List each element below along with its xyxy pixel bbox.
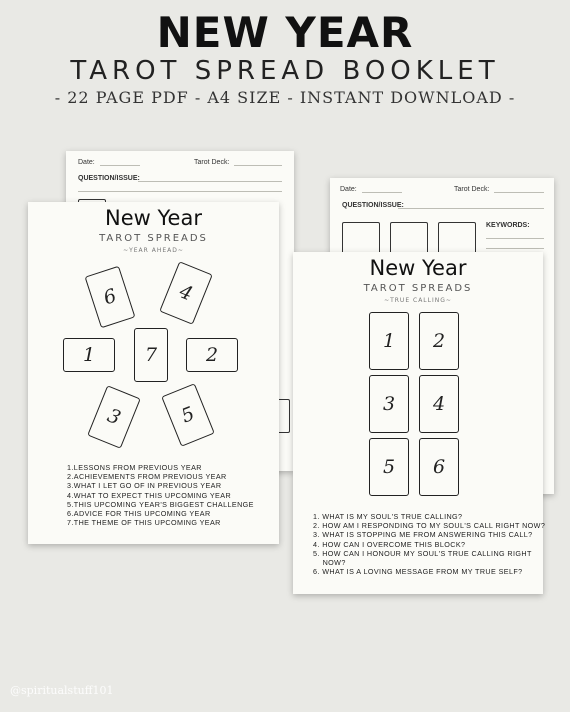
deck-line — [494, 192, 544, 193]
list-item: NOW? — [313, 558, 346, 568]
list-item: 5.THIS UPCOMING YEAR'S BIGGEST CHALLENGE — [67, 499, 254, 509]
tarot-card: 6 — [85, 266, 136, 328]
list-item: 6. WHAT IS A LOVING MESSAGE FROM MY TRUE SELF? — [313, 567, 523, 577]
tarot-card: 7 — [134, 328, 168, 382]
question-list — [67, 463, 254, 527]
tarot-card: 1 — [63, 338, 115, 372]
list-item: 3. WHAT IS STOPPING ME FROM ANSWERING THIS CALL? — [313, 530, 533, 540]
watermark: @spiritualstuff101 — [10, 684, 114, 697]
page-subtitle: TAROT SPREADS — [99, 233, 208, 244]
list-item: 3.WHAT I LET GO OF IN PREVIOUS YEAR — [67, 481, 222, 491]
question-label: QUESTION/ISSUE: — [78, 175, 140, 182]
tarot-card: 4 — [159, 261, 213, 325]
page-caption: ~TRUE CALLING~ — [384, 297, 452, 304]
keywords-line — [486, 238, 544, 239]
list-item: 1.LESSONS FROM PREVIOUS YEAR — [67, 463, 202, 472]
list-item: 2.ACHIEVEMENTS FROM PREVIOUS YEAR — [67, 472, 227, 482]
question-list — [313, 512, 545, 576]
list-item: 1. WHAT IS MY SOUL'S TRUE CALLING? — [313, 512, 463, 521]
true-calling-page — [293, 252, 546, 594]
deck-line — [234, 165, 282, 166]
tarot-card: 3 — [87, 385, 141, 449]
question-line — [398, 208, 544, 209]
year-ahead-page — [28, 202, 279, 544]
list-item: 5. HOW CAN I HONOUR MY SOUL'S TRUE CALLING RIGHT — [313, 548, 532, 558]
deck-label: Tarot Deck: — [194, 159, 230, 166]
list-item: 7.THE THEME OF THIS UPCOMING YEAR — [67, 518, 221, 528]
tarot-card: 3 — [369, 375, 409, 433]
date-label: Date: — [78, 159, 95, 166]
tarot-card: 2 — [419, 312, 459, 370]
booklet-subtitle: TAROT SPREAD BOOKLET — [70, 56, 500, 86]
page-caption: ~YEAR AHEAD~ — [123, 247, 184, 254]
tarot-card: 4 — [419, 375, 459, 433]
booklet-title: NEW YEAR — [156, 8, 414, 57]
date-label: Date: — [340, 186, 357, 193]
question-label: QUESTION/ISSUE: — [342, 202, 404, 209]
tarot-card: 6 — [419, 438, 459, 496]
question-line-2 — [78, 191, 282, 192]
keywords-line — [486, 248, 544, 249]
question-line — [138, 181, 282, 182]
booklet-tagline: - 22 PAGE PDF - A4 SIZE - INSTANT DOWNLOAD - — [54, 88, 516, 107]
list-item: 4. HOW CAN I OVERCOME THIS BLOCK? — [313, 539, 466, 549]
list-item: 6.ADVICE FOR THIS UPCOMING YEAR — [67, 509, 211, 519]
list-item: 2. HOW AM I RESPONDING TO MY SOUL'S CALL RIGHT NOW? — [313, 521, 546, 531]
tarot-card: 5 — [161, 383, 215, 447]
page-title: New Year — [369, 256, 467, 280]
tarot-card: 2 — [186, 338, 238, 372]
page-subtitle: TAROT SPREADS — [363, 283, 473, 294]
deck-label: Tarot Deck: — [454, 186, 490, 193]
keywords-label: KEYWORDS: — [486, 222, 530, 229]
date-line — [100, 165, 140, 166]
tarot-card: 1 — [369, 312, 409, 370]
list-item: 4.WHAT TO EXPECT THIS UPCOMING YEAR — [67, 490, 232, 500]
date-line — [362, 192, 402, 193]
tarot-card: 5 — [369, 438, 409, 496]
page-title: New Year — [105, 206, 202, 230]
